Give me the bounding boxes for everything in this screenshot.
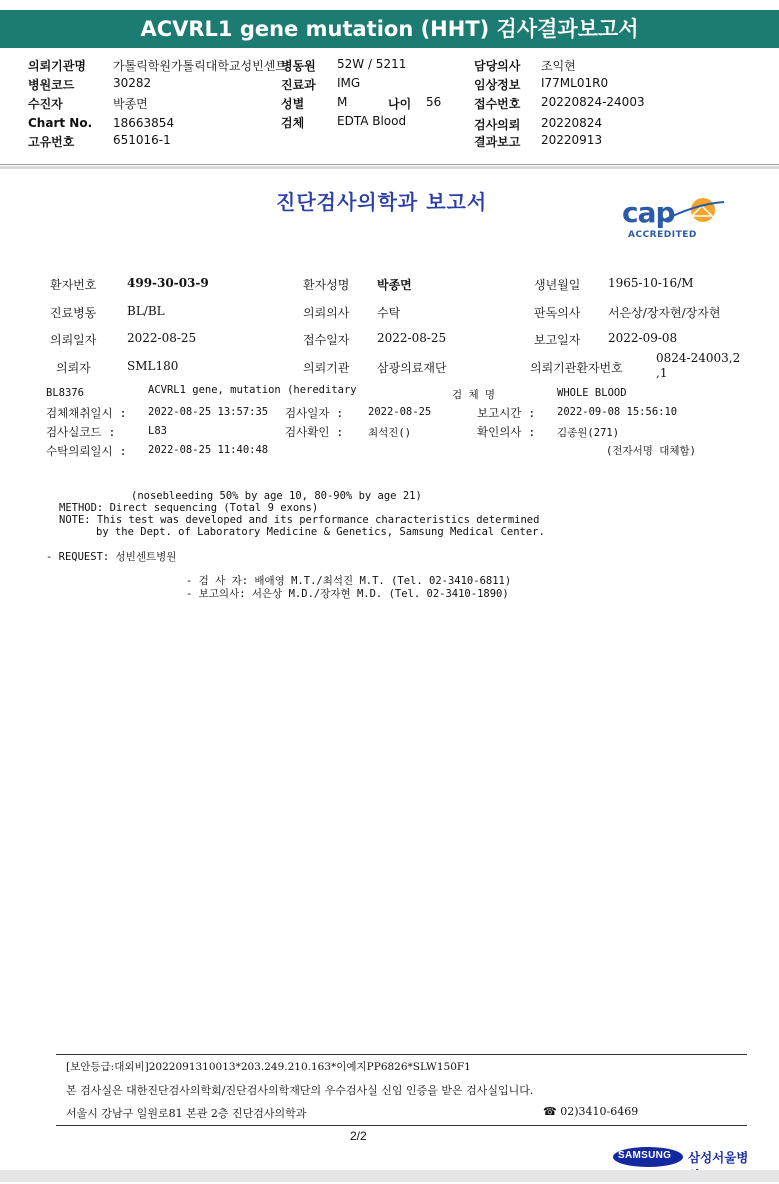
patient-value: 2022-09-08 [608,331,678,345]
samsung-hospital-logo [612,1146,752,1168]
patient-value: 수탁 [377,306,401,320]
e-signature-note: (전자서명 대체함) [606,445,696,457]
cap-accredited-text: ACCREDITED [628,230,697,240]
test-line-label: 보고시간 : [477,406,536,420]
header-label: 진료과 [281,78,316,92]
patient-value: SML180 [127,359,179,373]
header-label: Chart No. [28,116,93,130]
header-divider-shadow [0,166,779,169]
specimen-label: 검 체 명 [452,389,496,401]
header-label: 고유번호 [28,135,75,149]
patient-label: 의뢰기관환자번호 [530,361,623,375]
cap-logo-text: cap [622,196,675,229]
patient-value-cont: ,1 [656,366,668,380]
patient-label: 의뢰자 [56,361,91,375]
samsung-wordmark: SAMSUNG [618,1150,672,1161]
patient-label: 보고일자 [534,333,581,347]
patient-value: 2022-08-25 [377,331,447,345]
request-line: - REQUEST: 성빈센트병원 [46,551,177,563]
cap-accredited-logo [620,196,730,244]
patient-label: 생년월일 [534,278,581,292]
header-label: 결과보고 [474,135,521,149]
header-label: 접수번호 [474,97,521,111]
body-line: (nosebleeding 50% by age 10, 80-90% by age 21) [131,490,422,502]
reporter-line: - 보고의사: 서은상 M.D./장자현 M.D. (Tel. 02-3410-1890) [186,588,509,600]
test-line-label: 확인의사 : [477,425,536,439]
patient-value: 2022-08-25 [127,331,197,345]
test-line-value: 김종원(271) [557,427,620,439]
header-label: 병원코드 [28,78,75,92]
header-value: EDTA Blood [337,114,407,128]
page-number: 2/2 [350,1129,367,1143]
header-value: I77ML01R0 [541,76,609,90]
header-value: 조익현 [541,59,576,73]
patient-label: 의뢰기관 [303,361,350,375]
test-line-label: 수탁의뢰일시 : [46,444,127,458]
patient-value: 1965-10-16/M [608,276,694,290]
test-line-label: 검사일자 : [285,406,344,420]
test-name: ACVRL1 gene, mutation (hereditary [148,384,357,396]
footer-bottom-rule [56,1125,747,1126]
patient-value: 삼광의료재단 [377,361,447,375]
header-label: 성별 [281,97,305,111]
test-line-value: 2022-09-08 15:56:10 [557,406,678,418]
header-value: 가톨릭학원가톨릭대학교성빈센트 [113,59,287,73]
document-title: ACVRL1 gene mutation (HHT) 검사결과보고서 [0,10,779,48]
note-line-cont: by the Dept. of Laboratory Medicine & Genetics, Samsung Medical Center. [96,526,545,538]
patient-label: 판독의사 [534,306,581,320]
test-line-value: L83 [148,425,167,437]
header-label: 검사의뢰 [474,118,521,132]
patient-value: 서은상/장자현/장자현 [608,306,721,320]
header-value: 30282 [113,76,152,90]
patient-label: 환자성명 [303,278,350,292]
header-value: M [337,95,348,109]
patient-value: 박종면 [377,278,412,292]
header-value: 651016-1 [113,133,171,147]
age-value: 56 [426,95,442,109]
patient-value: 499-30-03-9 [127,276,209,290]
header-divider [0,164,779,165]
patient-label: 접수일자 [303,333,350,347]
test-line-value: 2022-08-25 [368,406,432,418]
patient-label: 환자번호 [50,278,97,292]
test-line-value: 2022-08-25 11:40:48 [148,444,269,456]
tester-line: - 검 사 자: 배애영 M.T./최석진 M.T. (Tel. 02-3410-6811) [186,575,512,587]
header-value: 박종면 [113,97,148,111]
header-value: IMG [337,76,361,90]
note-line: NOTE: This test was developed and its performance characteristics determined [59,514,540,526]
page-bottom-strip [0,1170,779,1182]
phone-line: ☎ 02)3410-6469 [543,1105,639,1118]
test-line-value: 최석진() [368,427,412,439]
header-label: 담당의사 [474,59,521,73]
patient-label: 진료병동 [50,306,97,320]
header-label: 임상정보 [474,78,521,92]
test-code: BL8376 [46,387,84,399]
header-value: 52W / 5211 [337,57,407,71]
certification-line: 본 검사실은 대한진단검사의학회/진단검사의학재단의 우수검사실 신임 인증을 받은 검사실입니다. [66,1084,534,1097]
age-label: 나이 [388,97,412,111]
header-label: 수진자 [28,97,63,111]
test-line-label: 검체채취일시 : [46,406,127,420]
test-line-label: 검사실코드 : [46,425,116,439]
footer-top-rule [56,1054,747,1055]
specimen-value: WHOLE BLOOD [557,387,627,399]
test-line-label: 검사확인 : [285,425,344,439]
header-value: 18663854 [113,116,175,130]
header-label: 의뢰기관명 [28,59,86,73]
security-line: [보안등급:대외비]2022091310013*203.249.210.163*이예지PP6826*SLW150F1 [66,1061,471,1073]
report-title: 진단검사의학과 보고서 [276,190,488,214]
header-value: 20220824-24003 [541,95,645,109]
header-label: 검체 [281,116,305,130]
test-line-value: 2022-08-25 13:57:35 [148,406,269,418]
header-value: 20220913 [541,133,603,147]
patient-label: 의뢰일자 [50,333,97,347]
hospital-name: 삼성서울병 [688,1150,749,1165]
method-line: METHOD: Direct sequencing (Total 9 exons) [59,502,319,514]
header-label: 병동원 [281,59,316,73]
patient-value: 0824-24003,2 [656,351,741,365]
patient-label: 의뢰의사 [303,306,350,320]
header-value: 20220824 [541,116,603,130]
patient-value: BL/BL [127,304,165,318]
address-line: 서울시 강남구 일원로81 본관 2층 진단검사의학과 [66,1107,307,1120]
